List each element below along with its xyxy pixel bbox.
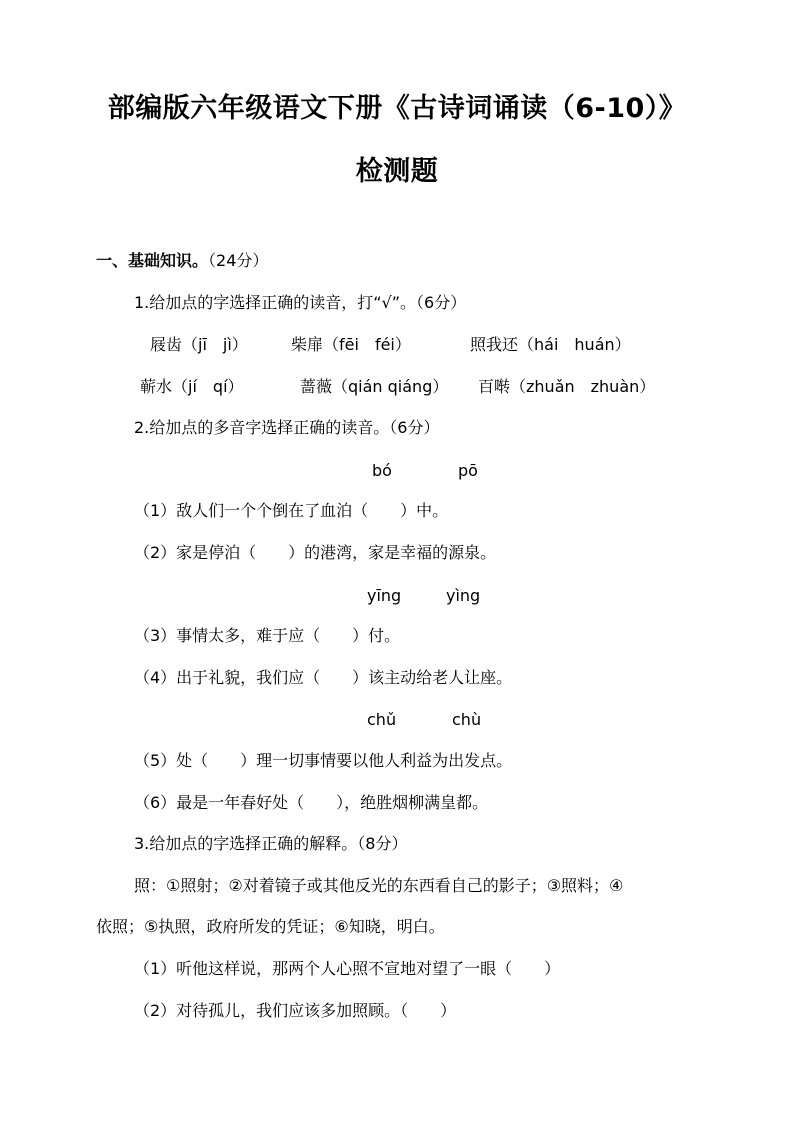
q1-word: 百啭 [478,377,511,396]
question-2-prompt: 2.给加点的多音字选择正确的读音。（6分） [134,418,440,437]
q3-item-1: （1）听他这样说，那两个人心照不宣地对望了一眼（ ） [134,959,561,978]
q1-word: 蔷薇 [300,377,333,396]
q1-option-2 [291,334,411,356]
q1-pinyin: （zhuǎn zhuàn） [510,377,656,396]
q1-word: 蕲水 [140,377,173,396]
pinyin-choice: chù [452,710,482,729]
q1-pinyin: （hái huán） [518,335,631,354]
pinyin-choice: yīng [367,586,402,605]
q1-word: 屐齿 [150,335,183,354]
section-heading [96,250,268,272]
q1-word: 柴扉 [291,335,324,354]
pinyin-choice: pō [458,461,478,480]
q2-item-3: （3）事情太多，难于应（ ）付。 [134,626,401,645]
question-3-prompt: 3.给加点的字选择正确的解释。（8分） [134,834,408,853]
q2-item-6: （6）最是一年春好处（ ），绝胜烟柳满皇都。 [134,793,489,812]
q1-pinyin: （qián qiáng） [332,377,449,396]
section-heading-label: 一、基础知识。 [96,251,209,270]
q1-word: 照我还 [470,335,519,354]
definition-line-1: 照：①照射；②对着镜子或其他反光的东西看自己的影子；③照料；④ [134,876,624,895]
question-1-prompt: 1.给加点的字选择正确的读音，打“√”。（6分） [134,293,467,312]
q1-option-6 [478,376,655,398]
q1-pinyin: （jī jì） [182,335,248,354]
q1-pinyin: （jí qí） [172,377,244,396]
page-subtitle: 检测题 [355,156,439,187]
q2-item-4: （4）出于礼貌，我们应（ ）该主动给老人让座。 [134,668,513,687]
section-heading-score: （24分） [208,251,269,270]
q1-pinyin: （fēi féi） [323,335,411,354]
definition-line-2: 依照；⑤执照，政府所发的凭证；⑥知晓，明白。 [96,917,445,936]
pinyin-choice: chǔ [367,710,397,729]
q1-option-3 [470,334,631,356]
pinyin-choice: yìng [446,586,481,605]
pinyin-choice: bó [372,461,392,480]
q2-item-5: （5）处（ ）理一切事情要以他人利益为出发点。 [134,751,513,770]
q1-option-1 [150,334,248,356]
q1-option-5 [300,376,448,398]
page-title: 部编版六年级语文下册《古诗词诵读（6-10）》 [107,93,687,124]
q1-option-4 [140,376,244,398]
q3-item-2: （2）对待孤儿，我们应该多加照顾。（ ） [134,1001,457,1020]
q2-item-1: （1）敌人们一个个倒在了血泊（ ）中。 [134,501,449,520]
q2-item-2: （2）家是停泊（ ）的港湾，家是幸福的源泉。 [134,543,497,562]
